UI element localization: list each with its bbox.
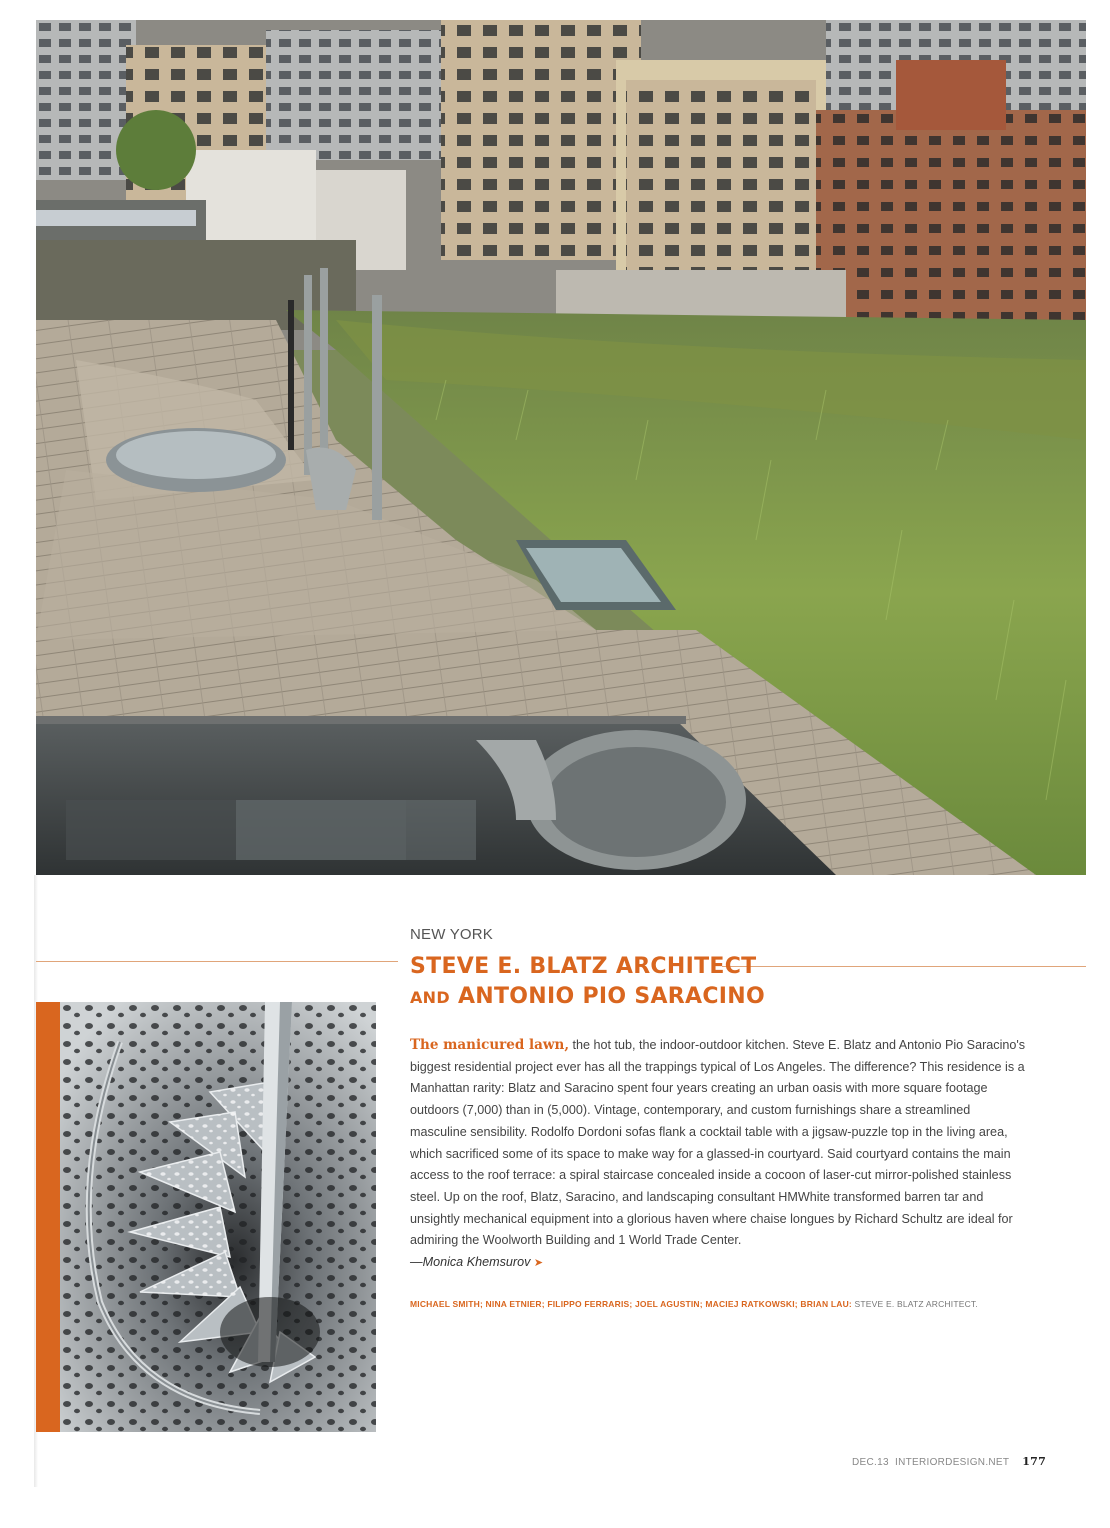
arrow-icon: ➤ <box>533 1257 544 1270</box>
headline-saracino: ANTONIO PIO SARACINO <box>457 984 765 1009</box>
credit-firm: STEVE E. BLATZ ARCHITECT. <box>851 1299 978 1309</box>
photo-credits <box>410 1299 978 1309</box>
divider-rule-left <box>36 961 398 962</box>
article-byline: —Monica Khemsurov <box>410 1255 531 1270</box>
page-number: 177 <box>1022 1455 1047 1468</box>
headline-and: AND <box>410 988 450 1007</box>
article-body <box>410 1035 1030 1275</box>
hero-photo-rooftop-terrace <box>36 20 1086 875</box>
page-gutter <box>0 0 38 1528</box>
spiral-staircase-photo <box>60 1002 376 1432</box>
article-body-text: the hot tub, the indoor-outdoor kitchen. Steve E. Blatz and Antonio Pio Saracino's biggest residential project ever has all the trappings typical of Los Angeles. The difference? This residence is a Manhattan rarity: Blatz and Saracino spent four years creating an urban oasis with more square footage outdoors (7,000) than in (5,000). Vintage, contemporary, and custom furnishings share a streamlined masculine sensibility. Rodolfo Dordoni sofas flank a cocktail table with a jigsaw-puzzle top in the living area, which sacrificed some of its space to make way for a glassed-in courtyard. Said courtyard contains the main access to the roof terrace: a spiral staircase concealed inside a cocoon of laser-cut mirror-polished stainless steel. Up on the roof, Blatz, Saracino, and landscaping consultant HMWhite transformed barren tar and unsightly mechanical equipment into a glorious haven where chaise longues by Richard Schultz are ideal for admiring the Woolworth Building and 1 World Trade Center. <box>410 1038 1026 1248</box>
issue-date: DEC.13 <box>852 1457 889 1468</box>
headline-line-1: STEVE E. BLATZ ARCHITECT <box>410 954 757 979</box>
article-headline <box>410 952 765 1013</box>
page-footer <box>852 1455 1046 1468</box>
divider-rule-right <box>722 966 1086 967</box>
orange-accent-bar <box>36 1002 60 1432</box>
article-lead-in: The manicured lawn, <box>410 1037 570 1053</box>
website: INTERIORDESIGN.NET <box>895 1457 1010 1468</box>
photographer-names: MICHAEL SMITH; NINA ETNIER; FILIPPO FERRARIS; JOEL AGUSTIN; MACIEJ RATKOWSKI; BRIAN LAU: <box>410 1299 852 1309</box>
headline-line-2 <box>410 982 765 1013</box>
location-label: NEW YORK <box>410 926 494 943</box>
